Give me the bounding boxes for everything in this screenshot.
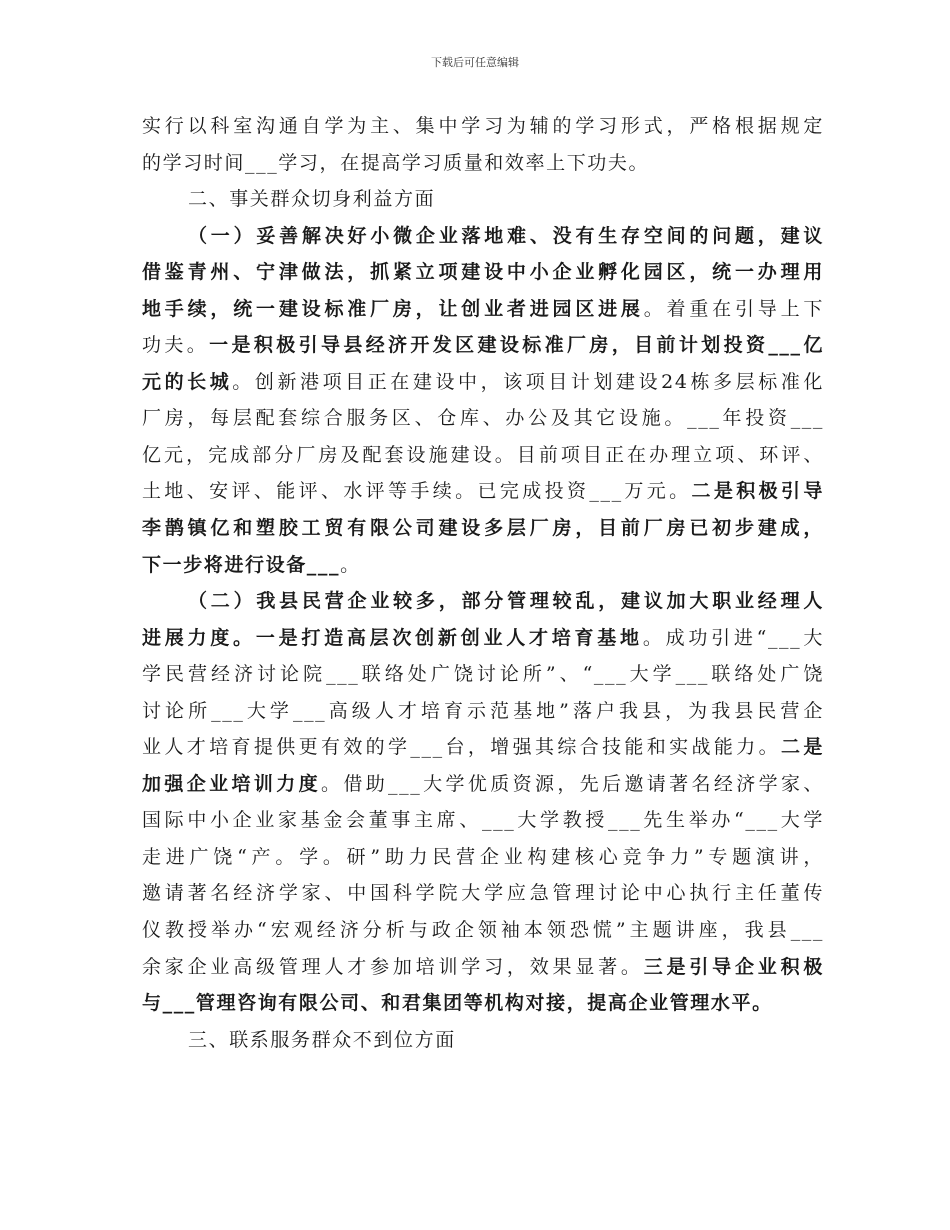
bold-text: 借鉴青州、宁津做法，抓紧立项建设中小企业孵化园区，统一办理用 <box>142 261 824 284</box>
bold-text: 进展力度。一是打造高层次创新创业人才培育基地 <box>142 626 643 649</box>
body-text: 走进广饶“产。学。研”助力民营企业构建核心竞争力”专题演讲， <box>142 845 824 868</box>
body-text: 国际中小企业家基金会董事主席、___大学教授___先生举办“___大学 <box>142 809 824 832</box>
text-line <box>142 949 824 986</box>
bold-text: 下一步将进行设备___ <box>142 553 341 576</box>
body-text: 二、事关群众切身利益方面 <box>188 188 436 211</box>
body-text: 余家企业高级管理人才参加培训学习，效果显著。 <box>142 955 644 978</box>
bold-text: 加强企业培训力度 <box>142 772 321 795</box>
body-text: 。着重在引导上下 <box>643 297 824 320</box>
body-text: 讨论所___大学___高级人才培育示范基地”落户我县，为我县民营企 <box>142 699 824 722</box>
text-line <box>142 766 824 803</box>
text-line <box>142 656 824 693</box>
body-text: 业人才培育提供更有效的学___台，增强其综合技能和实战能力。 <box>142 736 782 759</box>
body-text: 。 <box>340 553 361 576</box>
bold-text: 一是积极引导县经济开发区建设标准厂房，目前计划投资___亿 <box>209 334 824 357</box>
body-text: 。借助___大学优质资源，先后邀请著名经济学家、 <box>320 772 824 795</box>
text-line <box>142 583 824 620</box>
body-text: 土地、安评、能评、水评等手续。已完成投资___万元。 <box>142 480 692 503</box>
bold-text: （一）妥善解决好小微企业落地难、没有生存空间的问题，建议 <box>188 224 824 247</box>
text-line <box>142 839 824 876</box>
text-line <box>142 510 824 547</box>
text-line <box>142 912 824 949</box>
text-line <box>142 547 824 584</box>
bold-text: 三是引导企业积极 <box>643 955 824 978</box>
body-text: 。创新港项目正在建设中，该项目计划建设24栋多层标准化 <box>232 370 824 393</box>
text-line <box>142 875 824 912</box>
body-text: 邀请著名经济学家、中国科学院大学应急管理讨论中心执行主任董传 <box>142 882 824 905</box>
text-line <box>142 1022 824 1059</box>
page-header: 下载后可任意编辑 <box>431 56 519 69</box>
body-text: 实行以科室沟通自学为主、集中学习为辅的学习形式，严格根据规定 <box>142 115 824 137</box>
bold-text: 二是积极引导 <box>691 480 824 503</box>
text-line <box>142 693 824 730</box>
text-line <box>142 181 824 218</box>
text-line <box>142 327 824 364</box>
text-line <box>142 473 824 510</box>
body-text: 三、联系服务群众不到位方面 <box>188 1028 456 1051</box>
text-line <box>142 145 824 182</box>
bold-text: 元的长城 <box>142 370 233 393</box>
text-line <box>142 400 824 437</box>
bold-text: 二是 <box>781 736 824 759</box>
body-text: 的学习时间___学习，在提高学习质量和效率上下功夫。 <box>142 151 650 174</box>
text-line <box>142 291 824 328</box>
body-text: 亿元，完成部分厂房及配套设施建设。目前项目正在办理立项、环评、 <box>142 443 824 466</box>
bold-text: 李鹊镇亿和塑胶工贸有限公司建设多层厂房，目前厂房已初步建成， <box>142 517 824 540</box>
text-line <box>142 218 824 255</box>
text-line <box>142 254 824 291</box>
body-text: 。成功引进“___大 <box>642 626 825 649</box>
bold-text: （二）我县民营企业较多，部分管理较乱，建议加大职业经理人 <box>188 590 824 613</box>
text-line <box>142 364 824 401</box>
text-line <box>142 729 824 766</box>
text-line <box>142 985 824 1022</box>
document-body <box>142 108 824 1058</box>
text-line <box>142 437 824 474</box>
body-text: 仪教授举办“宏观经济分析与政企领袖本领恐慌”主题讲座，我县___ <box>142 919 824 942</box>
text-line <box>142 620 824 657</box>
text-line <box>142 802 824 839</box>
bold-text: 与___管理咨询有限公司、和君集团等机构对接，提高企业管理水平。 <box>142 992 773 1015</box>
bold-text: 地手续，统一建设标准厂房，让创业者进园区进展 <box>142 297 644 320</box>
body-text: 厂房，每层配套综合服务区、仓库、办公及其它设施。___年投资___ <box>142 407 824 430</box>
body-text: 功夫。 <box>142 334 210 357</box>
text-line <box>142 108 824 145</box>
body-text: 学民营经济讨论院___联络处广饶讨论所”、“___大学___联络处广饶 <box>142 663 824 686</box>
